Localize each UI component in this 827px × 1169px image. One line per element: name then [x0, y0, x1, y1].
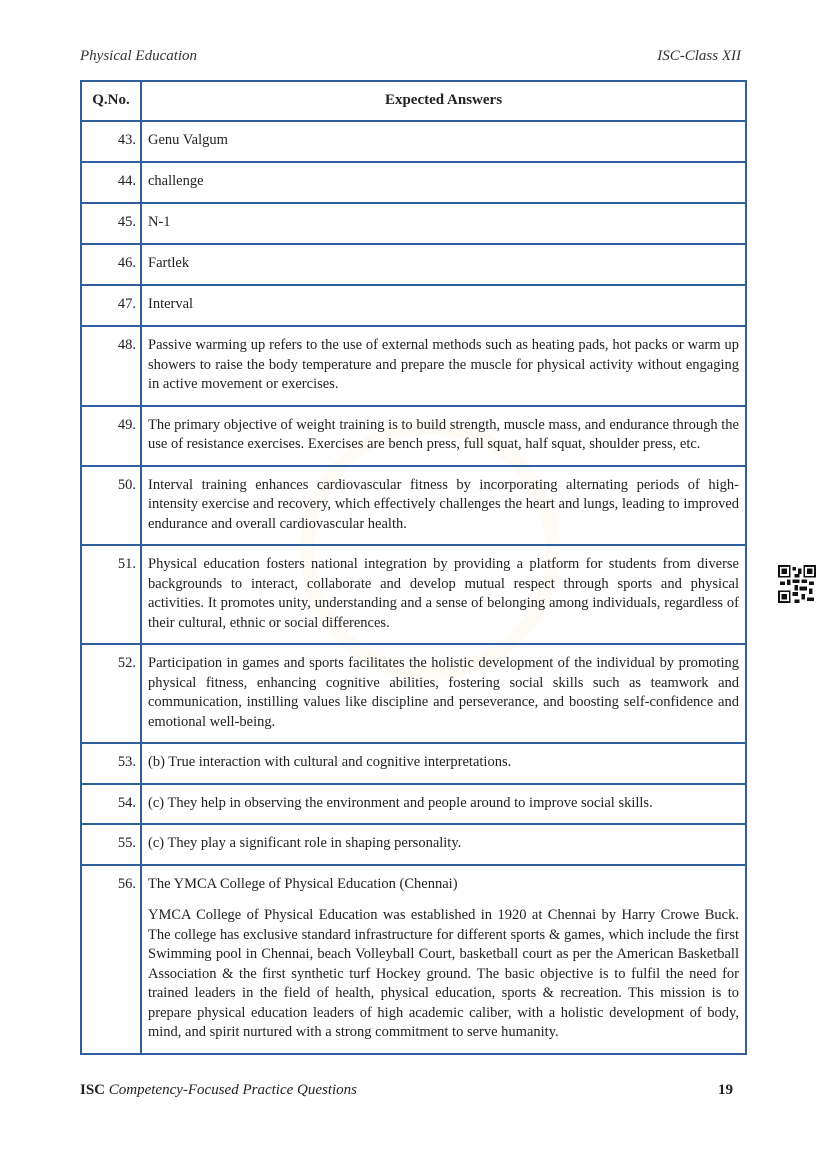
answer-paragraph: Participation in games and sports facilitates the holistic development of the individual by promoting physical fitness, enhancing cognitive abilities, fostering social skills such as teamwork and communication, instilling values like discipline and perseverance, and boosting self-confidence and emotional well-being.	[148, 655, 739, 730]
answer-cell	[141, 545, 746, 644]
question-number: 44.	[81, 162, 141, 203]
question-number: 54.	[81, 784, 141, 825]
answer-cell	[141, 784, 746, 825]
footer-brand: ISC	[80, 1082, 106, 1098]
answer-cell	[141, 244, 746, 285]
answer-paragraph: Passive warming up refers to the use of external methods such as heating pads, hot packs or warm up showers to raise the body temperature and prepare the muscle for physical activity without engaging in active movement or exercises.	[148, 337, 739, 392]
table-row	[81, 466, 746, 546]
question-number: 47.	[81, 285, 141, 326]
answer-cell	[141, 203, 746, 244]
table-body	[81, 121, 746, 1054]
table-row	[81, 162, 746, 203]
answer-paragraph: (c) They help in observing the environment and people around to improve social skills.	[148, 794, 653, 811]
question-number: 45.	[81, 203, 141, 244]
question-number: 49.	[81, 406, 141, 466]
question-number: 55.	[81, 824, 141, 865]
answers-table	[80, 80, 747, 1055]
page-footer	[80, 1082, 733, 1099]
running-head-class: ISC-Class XII	[657, 48, 741, 64]
table-row	[81, 244, 746, 285]
table-row	[81, 406, 746, 466]
table-row	[81, 743, 746, 784]
table-row	[81, 326, 746, 406]
table-row	[81, 644, 746, 743]
question-number: 56.	[81, 865, 141, 1054]
answer-cell	[141, 644, 746, 743]
table-header-row	[81, 81, 746, 121]
answer-paragraph: Interval	[148, 296, 194, 312]
answer-cell	[141, 285, 746, 326]
answer-cell	[141, 162, 746, 203]
answer-cell	[141, 406, 746, 466]
answer-paragraph: (c) They play a significant role in shaping personality.	[148, 835, 462, 851]
table-row	[81, 824, 746, 865]
answer-paragraph: challenge	[148, 173, 204, 189]
answer-paragraph: (b) True interaction with cultural and cognitive interpretations.	[148, 754, 512, 770]
question-number: 51.	[81, 545, 141, 644]
table-row	[81, 121, 746, 162]
answer-paragraph: The YMCA College of Physical Education (Chennai)	[148, 875, 458, 892]
question-number: 50.	[81, 466, 141, 546]
answer-cell	[141, 121, 746, 162]
table-row	[81, 285, 746, 326]
column-header-answers: Expected Answers	[141, 81, 746, 121]
answer-paragraph: The primary objective of weight training is to build strength, muscle mass, and endurance through the use of resistance exercises. Exercises are bench press, full squat, half squat, shoulder press, etc.	[148, 416, 739, 452]
question-number: 52.	[81, 644, 141, 743]
table-row	[81, 784, 746, 825]
answer-cell	[141, 865, 746, 1054]
question-number: 46.	[81, 244, 141, 285]
answer-paragraph: Interval training enhances cardiovascular fitness by incorporating alternating periods of high-intensity exercise and recovery, which effectively challenges the heart and lungs, leading to improved endurance and overall cardiovascular health.	[148, 476, 739, 532]
answer-cell	[141, 466, 746, 546]
answer-paragraph: Fartlek	[148, 255, 190, 271]
question-number: 53.	[81, 743, 141, 784]
table-row	[81, 865, 746, 1054]
footer-title: Competency-Focused Practice Questions	[108, 1082, 358, 1098]
table-row	[81, 203, 746, 244]
column-header-qno: Q.No.	[81, 81, 141, 121]
answer-paragraph: Genu Valgum	[148, 132, 228, 148]
question-number: 43.	[81, 121, 141, 162]
question-number: 48.	[81, 326, 141, 406]
answer-paragraph: N-1	[148, 214, 171, 230]
answer-cell	[141, 824, 746, 865]
running-head-subject: Physical Education	[80, 48, 198, 64]
answer-cell	[141, 326, 746, 406]
answer-paragraph: Physical education fosters national integration by providing a platform for students from diverse backgrounds to interact, collaborate and develop mutual respect through sports and physical activities. It promotes unity, understanding and a sense of belonging among individuals, regardless of their cultural, ethnic or social differences.	[148, 556, 739, 631]
answer-cell	[141, 743, 746, 784]
qr-code-icon[interactable]	[778, 565, 816, 603]
page-number: 19	[718, 1082, 733, 1098]
answer-paragraph: YMCA College of Physical Education was established in 1920 at Chennai by Harry Crowe Buck. The college has exclusive standard infrastructure for different sports & games, which include the first Swimming pool in Chennai, beach Volleyball Court, basketball court as per the American Basketball Association & the first synthetic turf Hockey ground. The basic objective is to fulfil the need for trained leaders in the field of health, physical education, sports & recreation. This mission is to prepare physical education leaders of high academic caliber, with a holistic development of body, mind, and spirit nurtured with a strong commitment to serve humanity.	[148, 907, 739, 1040]
table-row	[81, 545, 746, 644]
